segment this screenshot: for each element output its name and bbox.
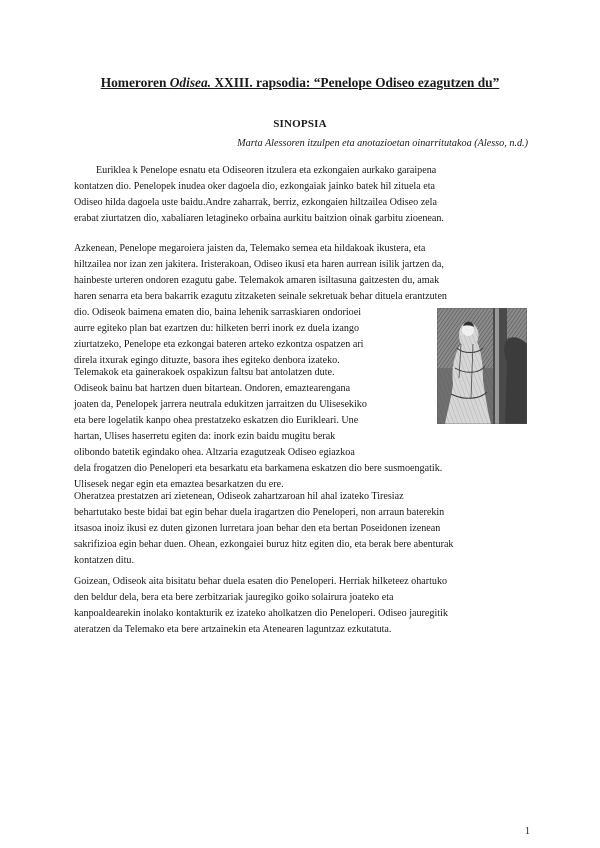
paragraph-line: Goizean, Odiseok aita bisitatu behar duela esaten dio Peneloperi. Herriak hilketeez ohartuko: [74, 576, 448, 587]
paragraph-line: Odiseok bainu bat hartzen duen bitartean. Ondoren, emaztearengana: [74, 383, 351, 394]
paragraph-line: sakrifizioa egin behar duen. Ohean, ezkongaiei buruz hitz egiten dio, eta berak bere abenturak: [74, 539, 454, 550]
paragraph-line: ateratzen da Telemako eta bere artzainekin eta Atenearen laguntzaz ezkutatuta.: [74, 624, 392, 635]
paragraph-line: den beldur dela, bera eta bere zerbitzariak jauregiko goiko solairura joateko eta: [74, 592, 394, 603]
paragraph-line: olibondo batetik egindako ohea. Altzaria ezagutzeak Odiseo egiazkoa: [74, 447, 355, 458]
paragraph-line: kontatzen dio. Penelopek inudea oker dagoela dio, ezkongaiak jainko batek hil zituela eta: [74, 181, 435, 192]
paragraph-line: dela frogatzen dio Peneloperi eta besarkatu eta barkamena eskatzen dio bere susmoengatik.: [74, 463, 443, 474]
paragraph-line: kontatzen ditu.: [74, 555, 134, 566]
paragraph-line: Ulisesek negar egin eta emaztea besarkatzen du ere.: [74, 479, 284, 490]
paragraph-line: dio. Odiseok baimena ematen dio, baina lehenik sarraskiaren ondorioei: [74, 307, 362, 318]
paragraph-line: hartan, Ulises haserretu egiten da: inork ezin baidu mugitu berak: [74, 431, 336, 442]
paragraph-line: Euriklea k Penelope esnatu eta Odiseoren itzulera eta ezkongaien aurkako garaipena: [96, 165, 437, 176]
paragraph-line: Azkenean, Penelope megaroiera jaisten da, Telemako semea eta hildakoak ikustera, eta: [74, 243, 426, 254]
paragraph-line: hainbeste urteren ondoren ezagutu gabe. Telemakok amaren isiltasuna gaitzesten du, amak: [74, 275, 440, 286]
subtitle-attribution: Marta Alessoren itzulpen eta anotazioetan oinarritutakoa (Alesso, n.d.): [237, 138, 528, 149]
title-part-2: Odisea.: [169, 75, 212, 90]
section-heading: SINOPSIA: [273, 118, 327, 130]
paragraph-line: kanpoaldearekin inolako kontakturik ez izateko aholkatzen dio Peneloperi. Odiseo jauregitik: [74, 608, 448, 619]
paragraph-1: [74, 163, 536, 227]
paragraph-4: [74, 489, 536, 569]
document-title: [60, 75, 540, 91]
paragraph-line: erabat ziurtatzen dio, xabaliaren letagineko orbaina aurkitu baitzion oinak garbitu zioenean.: [74, 213, 444, 224]
paragraph-line: Oheratzea prestatzen ari zietenean, Odiseok zahartzaroan hil ahal izateko Tiresiaz: [74, 491, 404, 502]
paragraph-5: [74, 574, 536, 638]
paragraph-line: direla itxurak egingo dituzte, basora ihes egiteko denbora izateko.: [74, 355, 340, 366]
paragraph-line: itsasoa inoiz ikusi ez duten gizonen lurretara joan behar den eta bertan Poseidonen izenean: [74, 523, 441, 534]
title-part-1: Homeroren: [100, 75, 170, 90]
paragraph-line: aurre egiteko plan bat ezartzen du: hilketen berri inork ez duela izango: [74, 323, 360, 334]
paragraph-line: Odiseo hilda dagoela uste baidu.Andre zaharrak, berriz, ezkongaien hiltzailea Odiseo zela: [74, 197, 437, 208]
title-part-3: XXIII. rapsodia: “Penelope Odiseo ezagutzen du”: [211, 75, 500, 90]
paragraph-line: joaten da, Penelopek jarrera neutrala edukitzen jarraitzen du Ulisesekiko: [74, 399, 367, 410]
paragraph-3: [74, 365, 536, 493]
paragraph-line: Telemakok eta gainerakoek ospakizun faltsu bat antolatzen dute.: [74, 367, 335, 378]
paragraph-line: eta bere logelatik kanpo ohea prestatzeko eskatzen dio Eurikleari. Une: [74, 415, 359, 426]
page-number: 1: [525, 826, 530, 837]
paragraph-line: ziurtatzeko, Penelope eta ezkongai bateren arteko ezkontza ospatzen ari: [74, 339, 364, 350]
paragraph-line: hiltzailea nor izan zen jakitera. Iristerakoan, Odiseo ikusi eta haren aurrean isilik jartzen da,: [74, 259, 444, 270]
paragraph-line: haren senarra eta bera bakarrik ezagutu zitzaketen seinale sekretuak behar dituela erantzuten: [74, 291, 447, 302]
paragraph-line: behartutako beste bidai bat egin behar duela iragartzen dio Peneloperi, non arraun baterekin: [74, 507, 445, 518]
